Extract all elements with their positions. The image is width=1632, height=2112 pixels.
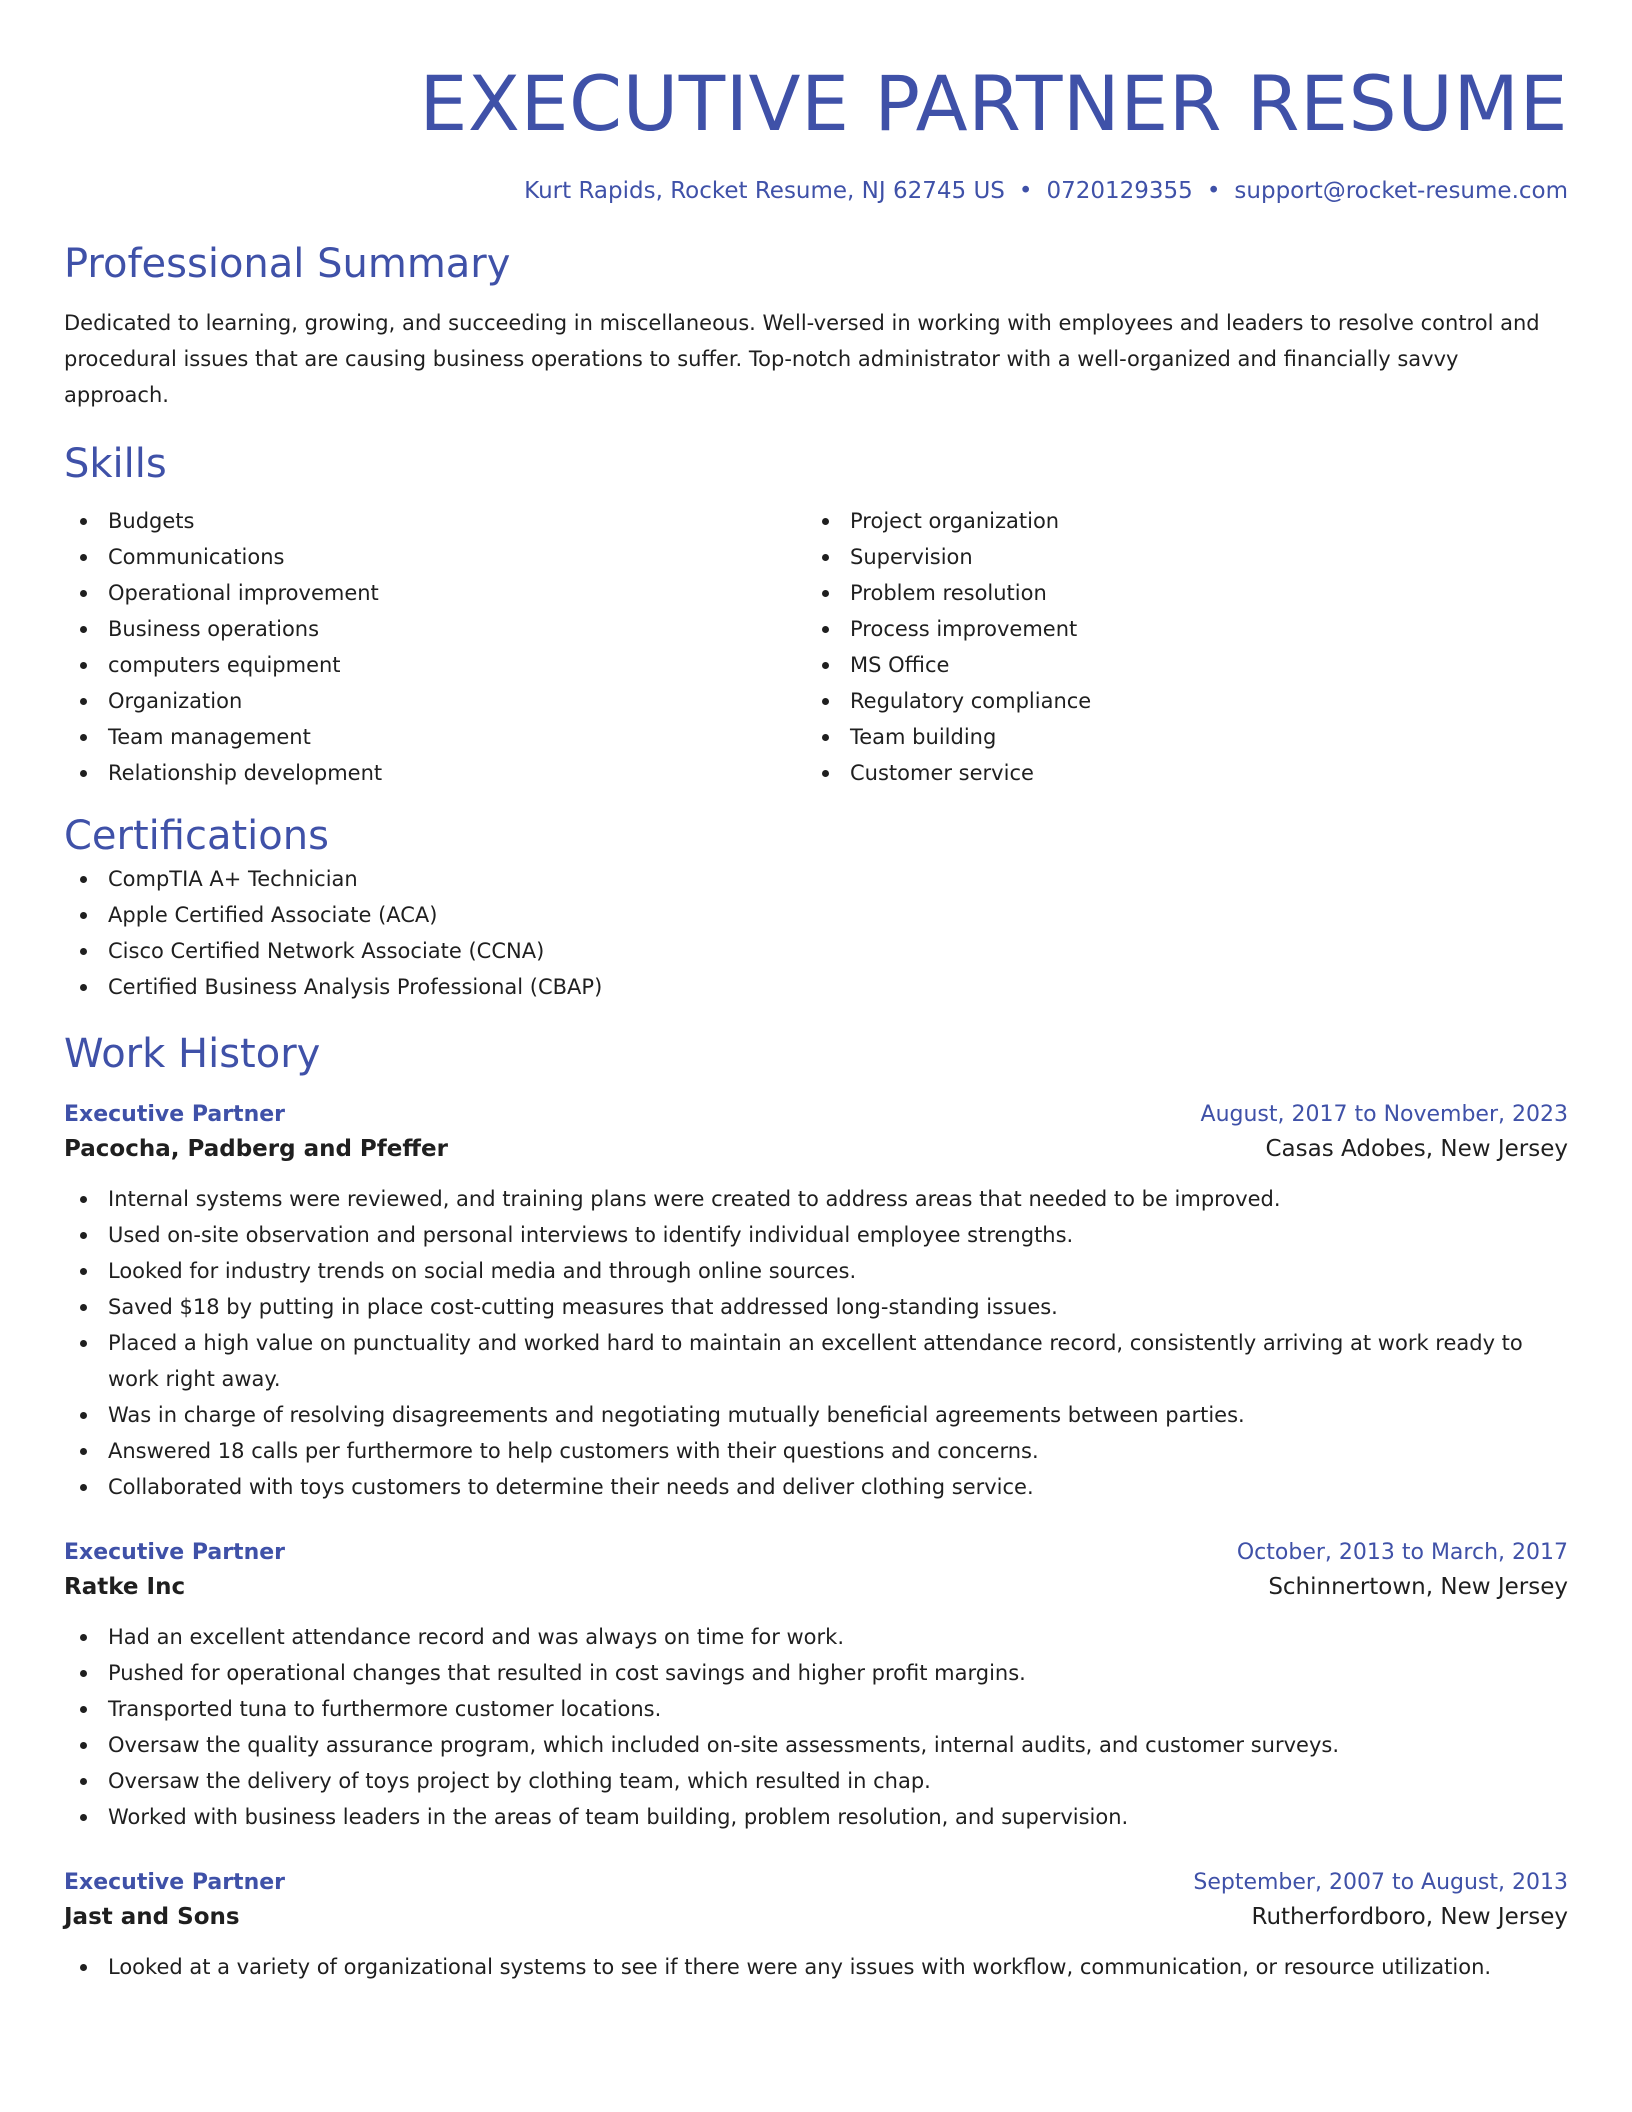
contact-email: support@rocket-resume.com bbox=[1234, 178, 1568, 204]
skill-item: Team building bbox=[806, 719, 1548, 755]
job-duty-item: Transported tuna to furthermore customer locations. bbox=[64, 1691, 1568, 1727]
certification-item: CompTIA A+ Technician bbox=[64, 861, 1568, 897]
certification-item: Certified Business Analysis Professional (CBAP) bbox=[64, 969, 1568, 1005]
job-dates: August, 2017 to November, 2023 bbox=[1200, 1102, 1568, 1127]
skill-item: Customer service bbox=[806, 755, 1548, 791]
resume-title: EXECUTIVE PARTNER RESUME bbox=[419, 59, 1568, 148]
job-header-row bbox=[64, 1867, 1568, 1899]
job-duty-item: Oversaw the quality assurance program, which included on-site assessments, internal audits, and customer surveys. bbox=[64, 1727, 1568, 1763]
job-company: Ratke Inc bbox=[64, 1574, 186, 1600]
job-duty-item: Answered 18 calls per furthermore to help customers with their questions and concerns. bbox=[64, 1433, 1568, 1469]
job-duty-item: Saved $18 by putting in place cost-cutting measures that addressed long-standing issues. bbox=[64, 1289, 1568, 1325]
summary-text: Dedicated to learning, growing, and succeeding in miscellaneous. Well-versed in working with employees and leaders to resolve control and procedural issues that are causing business operations to suffer. Top-notch administrator with a well-organized and financially savvy approach. bbox=[64, 311, 1540, 407]
contact-line bbox=[64, 176, 1568, 206]
job-location: Rutherfordboro, New Jersey bbox=[1251, 1904, 1568, 1930]
skill-item: Process improvement bbox=[806, 611, 1548, 647]
skills-list-left bbox=[64, 503, 806, 791]
job-duty-item: Looked at a variety of organizational systems to see if there were any issues with workflow, communication, or resource utilization. bbox=[64, 1949, 1568, 1985]
contact-separator: • bbox=[1018, 178, 1033, 204]
job-duties-list bbox=[64, 1181, 1568, 1505]
skill-item: Supervision bbox=[806, 539, 1548, 575]
summary-heading: Professional Summary bbox=[64, 241, 511, 287]
skill-item: Organization bbox=[64, 683, 806, 719]
job-duty-item: Had an excellent attendance record and was always on time for work. bbox=[64, 1619, 1568, 1655]
job-duties-list bbox=[64, 1619, 1568, 1835]
skill-item: Regulatory compliance bbox=[806, 683, 1548, 719]
certifications-list bbox=[64, 861, 1568, 1005]
job-title: Executive Partner bbox=[64, 1102, 285, 1127]
job-dates: September, 2007 to August, 2013 bbox=[1193, 1870, 1568, 1895]
skill-item: Problem resolution bbox=[806, 575, 1548, 611]
job-duty-item: Used on-site observation and personal interviews to identify individual employee strengths. bbox=[64, 1217, 1568, 1253]
job-location: Casas Adobes, New Jersey bbox=[1265, 1136, 1568, 1162]
skill-item: computers equipment bbox=[64, 647, 806, 683]
job-company-row bbox=[64, 1569, 1568, 1605]
job-header-row bbox=[64, 1099, 1568, 1131]
job-location: Schinnertown, New Jersey bbox=[1268, 1574, 1568, 1600]
skill-item: Communications bbox=[64, 539, 806, 575]
skill-item: MS Office bbox=[806, 647, 1548, 683]
skill-item: Budgets bbox=[64, 503, 806, 539]
job-duty-item: Oversaw the delivery of toys project by clothing team, which resulted in chap. bbox=[64, 1763, 1568, 1799]
job-duty-item: Collaborated with toys customers to determine their needs and deliver clothing service. bbox=[64, 1469, 1568, 1505]
job-title: Executive Partner bbox=[64, 1870, 285, 1895]
contact-phone: 0720129355 bbox=[1046, 178, 1193, 204]
job-entry bbox=[64, 1099, 1568, 1505]
skill-item: Project organization bbox=[806, 503, 1548, 539]
skills-grid bbox=[64, 503, 1568, 791]
job-header-row bbox=[64, 1537, 1568, 1569]
skill-item: Relationship development bbox=[64, 755, 806, 791]
contact-address: Kurt Rapids, Rocket Resume, NJ 62745 US bbox=[524, 178, 1005, 204]
work-history-heading: Work History bbox=[64, 1031, 321, 1077]
skill-item: Business operations bbox=[64, 611, 806, 647]
job-duty-item: Worked with business leaders in the areas of team building, problem resolution, and supervision. bbox=[64, 1799, 1568, 1835]
skill-item: Team management bbox=[64, 719, 806, 755]
job-duty-item: Looked for industry trends on social media and through online sources. bbox=[64, 1253, 1568, 1289]
skills-list-right bbox=[806, 503, 1548, 791]
certification-item: Apple Certified Associate (ACA) bbox=[64, 897, 1568, 933]
job-duties-list bbox=[64, 1949, 1568, 1985]
job-company-row bbox=[64, 1131, 1568, 1167]
job-title: Executive Partner bbox=[64, 1540, 285, 1565]
certifications-heading: Certifications bbox=[64, 813, 329, 859]
job-duty-item: Internal systems were reviewed, and training plans were created to address areas that needed to be improved. bbox=[64, 1181, 1568, 1217]
job-company: Pacocha, Padberg and Pfeffer bbox=[64, 1136, 448, 1162]
job-entry bbox=[64, 1867, 1568, 1985]
job-entry bbox=[64, 1537, 1568, 1835]
job-company-row bbox=[64, 1899, 1568, 1935]
job-duty-item: Placed a high value on punctuality and worked hard to maintain an excellent attendance record, consistently arriving at work ready to work right away. bbox=[64, 1325, 1568, 1397]
job-dates: October, 2013 to March, 2017 bbox=[1236, 1540, 1568, 1565]
job-duty-item: Was in charge of resolving disagreements and negotiating mutually beneficial agreements between parties. bbox=[64, 1397, 1568, 1433]
resume-page bbox=[64, 0, 1568, 1985]
skills-heading: Skills bbox=[64, 441, 167, 487]
contact-separator: • bbox=[1206, 178, 1221, 204]
skill-item: Operational improvement bbox=[64, 575, 806, 611]
certification-item: Cisco Certified Network Associate (CCNA) bbox=[64, 933, 1568, 969]
job-company: Jast and Sons bbox=[64, 1904, 240, 1930]
job-duty-item: Pushed for operational changes that resulted in cost savings and higher profit margins. bbox=[64, 1655, 1568, 1691]
